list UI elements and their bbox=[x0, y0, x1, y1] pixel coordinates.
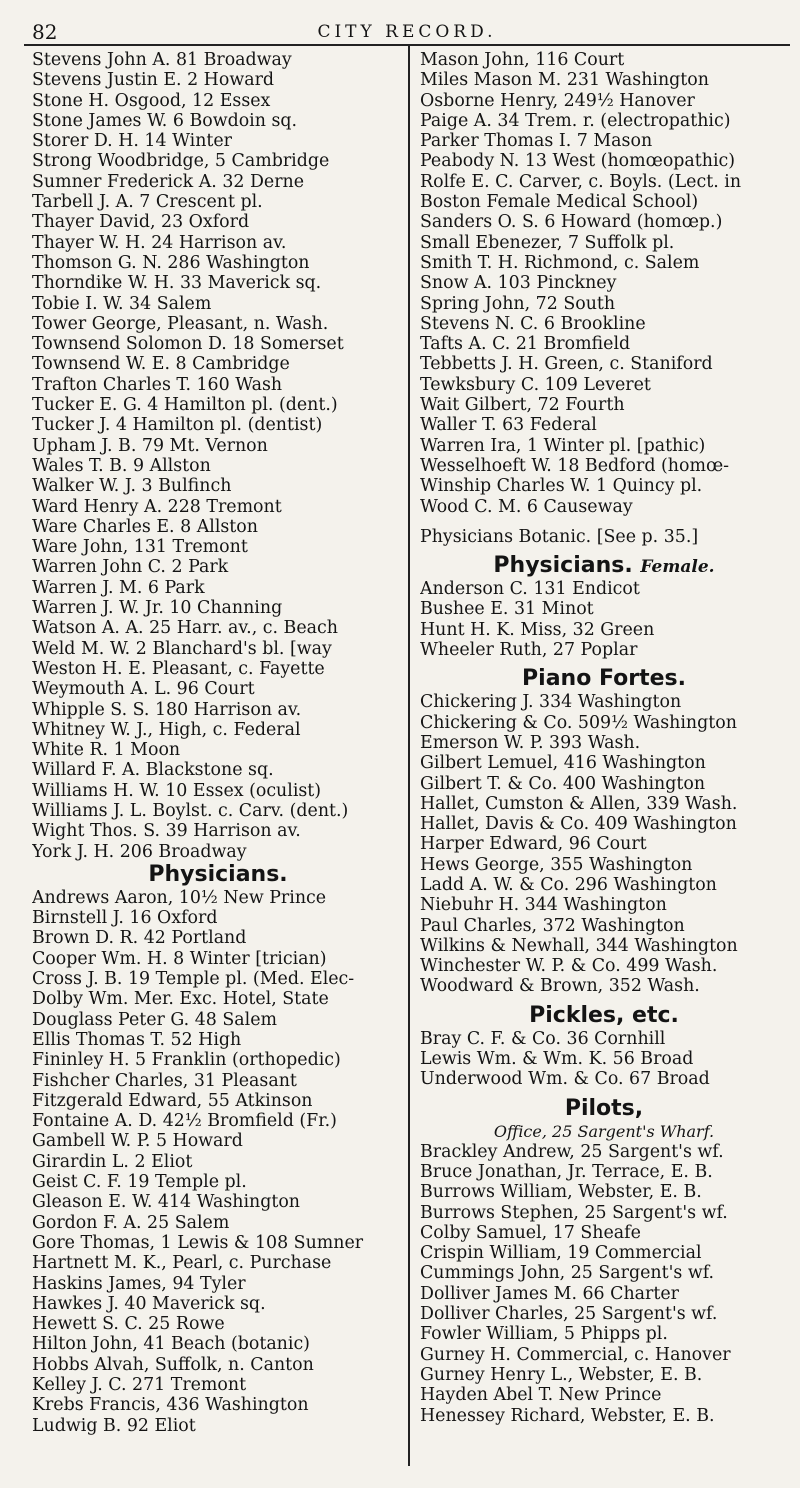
directory-entry: Peabody N. 13 West (homœopathic) bbox=[420, 151, 736, 172]
directory-entry: Bruce Jonathan, Jr. Terrace, E. B. bbox=[420, 1161, 713, 1182]
directory-entry: Spring John, 72 South bbox=[420, 293, 616, 314]
directory-entry: Thorndike W. H. 33 Maverick sq. bbox=[32, 273, 322, 294]
directory-entry: Townsend Solomon D. 18 Somerset bbox=[32, 334, 344, 355]
directory-entry: Brackley Andrew, 25 Sargent's wf. bbox=[420, 1141, 724, 1162]
directory-entry: Wilkins & Newhall, 344 Washington bbox=[420, 935, 738, 956]
directory-entry: Fininley H. 5 Franklin (orthopedic) bbox=[32, 1050, 341, 1071]
directory-entry: Waller T. 63 Federal bbox=[420, 415, 597, 436]
left-column bbox=[24, 46, 408, 1466]
directory-entry: Trafton Charles T. 160 Wash bbox=[32, 374, 283, 395]
directory-entry: Weston H. E. Pleasant, c. Fayette bbox=[32, 658, 325, 679]
directory-entry: Gore Thomas, 1 Lewis & 108 Sumner bbox=[32, 1232, 364, 1253]
directory-entry: Winship Charles W. 1 Quincy pl. bbox=[420, 476, 703, 497]
directory-entry: Gurney H. Commercial, c. Hanover bbox=[420, 1344, 731, 1365]
directory-entry: Strong Woodbridge, 5 Cambridge bbox=[32, 151, 330, 172]
directory-entry: Paige A. 34 Trem. r. (electropathic) bbox=[420, 110, 731, 131]
directory-entry: Watson A. A. 25 Harr. av., c. Beach bbox=[32, 618, 338, 639]
directory-entry: Tower George, Pleasant, n. Wash. bbox=[32, 313, 329, 334]
directory-entry: Gilbert T. & Co. 400 Washington bbox=[420, 773, 706, 794]
directory-entry: Emerson W. P. 393 Wash. bbox=[420, 732, 641, 753]
directory-entry: Ward Henry A. 228 Tremont bbox=[32, 496, 282, 517]
directory-entry: Bray C. F. & Co. 36 Cornhill bbox=[420, 1028, 666, 1049]
physicians-female-heading bbox=[420, 553, 788, 579]
directory-entry: Snow A. 103 Pinckney bbox=[420, 273, 617, 294]
directory-entry: Tobie I. W. 34 Salem bbox=[32, 293, 212, 314]
directory-entry: Upham J. B. 79 Mt. Vernon bbox=[32, 435, 268, 456]
directory-entry: Fontaine A. D. 42½ Bromfield (Fr.) bbox=[32, 1111, 337, 1132]
directory-entry: Thayer W. H. 24 Harrison av. bbox=[32, 232, 287, 253]
directory-entry: Chickering & Co. 509½ Washington bbox=[420, 712, 737, 733]
directory-entry: Williams J. L. Boylst. c. Carv. (dent.) bbox=[32, 800, 349, 821]
directory-entry: Whipple S. S. 180 Harrison av. bbox=[32, 699, 302, 720]
directory-entry: Anderson C. 131 Endicot bbox=[420, 579, 640, 600]
directory-entry: Colby Samuel, 17 Sheafe bbox=[420, 1222, 641, 1243]
directory-entry: Hunt H. K. Miss, 32 Green bbox=[420, 619, 655, 640]
directory-entry: Henessey Richard, Webster, E. B. bbox=[420, 1405, 715, 1426]
directory-entry: Wesselhoeft W. 18 Bedford (homœ- bbox=[420, 455, 730, 476]
directory-entry: Wales T. B. 9 Allston bbox=[32, 455, 211, 476]
directory-entry: Tarbell J. A. 7 Crescent pl. bbox=[32, 192, 263, 213]
piano-fortes-heading: Piano Fortes. bbox=[522, 666, 686, 692]
directory-entry: Warren J. W. Jr. 10 Channing bbox=[32, 598, 283, 619]
directory-entry: Miles Mason M. 231 Washington bbox=[420, 70, 709, 91]
directory-entry: Ladd A. W. & Co. 296 Washington bbox=[420, 874, 717, 895]
physicians-heading: Physicians. bbox=[148, 861, 288, 887]
directory-entry: Rolfe E. C. Carver, c. Boyls. (Lect. in bbox=[420, 171, 742, 192]
physicians-continued-list bbox=[32, 50, 404, 862]
directory-entry: White R. 1 Moon bbox=[32, 740, 181, 761]
directory-entry: Stevens N. C. 6 Brookline bbox=[420, 313, 646, 334]
directory-entry: Thomson G. N. 286 Washington bbox=[32, 252, 310, 273]
directory-entry: Wight Thos. S. 39 Harrison av. bbox=[32, 821, 301, 842]
directory-entry: Hews George, 355 Washington bbox=[420, 854, 693, 875]
directory-entry: Chickering J. 334 Washington bbox=[420, 692, 682, 713]
pilots-office: Office, 25 Sargent's Wharf. bbox=[493, 1121, 715, 1141]
directory-entry: Stevens Justin E. 2 Howard bbox=[32, 70, 275, 91]
directory-entry: Woodward & Brown, 352 Wash. bbox=[420, 976, 700, 997]
directory-entry: Lewis Wm. & Wm. K. 56 Broad bbox=[420, 1049, 694, 1070]
directory-entry: Fishcher Charles, 31 Pleasant bbox=[32, 1070, 297, 1091]
directory-entry: Willard F. A. Blackstone sq. bbox=[32, 760, 274, 781]
right-column bbox=[408, 46, 788, 1466]
page-header bbox=[24, 14, 790, 46]
directory-entry: Warren J. M. 6 Park bbox=[32, 577, 205, 598]
physicians-female-subtitle: Female. bbox=[640, 557, 715, 578]
directory-entry: Underwood Wm. & Co. 67 Broad bbox=[420, 1069, 710, 1090]
directory-entry: Gleason E. W. 414 Washington bbox=[32, 1192, 301, 1213]
directory-entry: Williams H. W. 10 Essex (oculist) bbox=[32, 780, 322, 801]
directory-entry: Dolliver James M. 66 Charter bbox=[420, 1283, 679, 1304]
directory-entry: Fitzgerald Edward, 55 Atkinson bbox=[32, 1090, 313, 1111]
directory-entry: Cooper Wm. H. 8 Winter [trician) bbox=[32, 948, 327, 969]
directory-entry: Tucker E. G. 4 Hamilton pl. (dent.) bbox=[32, 395, 338, 416]
directory-entry: Warren Ira, 1 Winter pl. [pathic) bbox=[420, 435, 706, 456]
pickles-list bbox=[420, 1029, 788, 1090]
directory-entry: Crispin William, 19 Commercial bbox=[420, 1243, 702, 1264]
directory-entry: Hartnett M. K., Pearl, c. Purchase bbox=[32, 1253, 332, 1274]
directory-entry: Haskins James, 94 Tyler bbox=[32, 1273, 246, 1294]
directory-entry: Weymouth A. L. 96 Court bbox=[32, 679, 255, 700]
directory-entry: Burrows Stephen, 25 Sargent's wf. bbox=[420, 1202, 728, 1223]
directory-entry: Ellis Thomas T. 52 High bbox=[32, 1029, 242, 1050]
pilots-list bbox=[420, 1142, 788, 1426]
directory-entry: Ware John, 131 Tremont bbox=[32, 537, 248, 558]
physicians-continued-list-right bbox=[420, 50, 788, 517]
directory-entry: Hawkes J. 40 Maverick sq. bbox=[32, 1293, 266, 1314]
directory-entry: Small Ebenezer, 7 Suffolk pl. bbox=[420, 232, 675, 253]
directory-entry: Hewett S. C. 25 Rowe bbox=[32, 1314, 225, 1335]
directory-entry: Burrows William, Webster, E. B. bbox=[420, 1182, 702, 1203]
directory-entry: Whitney W. J., High, c. Federal bbox=[32, 719, 301, 740]
directory-entry: Hobbs Alvah, Suffolk, n. Canton bbox=[32, 1354, 314, 1375]
directory-entry: Girardin L. 2 Eliot bbox=[32, 1151, 193, 1172]
directory-entry: Gambell W. P. 5 Howard bbox=[32, 1131, 243, 1152]
directory-entry: Dolby Wm. Mer. Exc. Hotel, State bbox=[32, 989, 329, 1010]
piano-fortes-list bbox=[420, 692, 788, 996]
directory-entry: Stevens John A. 81 Broadway bbox=[32, 50, 292, 70]
directory-entry: Andrews Aaron, 10½ New Prince bbox=[32, 887, 327, 908]
directory-entry: Tafts A. C. 21 Bromfield bbox=[420, 334, 631, 355]
pilots-heading: Pilots, bbox=[564, 1095, 644, 1121]
directory-entry: Niebuhr H. 344 Washington bbox=[420, 895, 667, 916]
directory-entry: Harper Edward, 96 Court bbox=[420, 834, 647, 855]
physicians-female-list bbox=[420, 579, 788, 660]
directory-entry: Stone James W. 6 Bowdoin sq. bbox=[32, 110, 298, 131]
directory-entry: Wood C. M. 6 Causeway bbox=[420, 496, 633, 517]
directory-entry: Bushee E. 31 Minot bbox=[420, 599, 594, 620]
directory-entry: Tucker J. 4 Hamilton pl. (dentist) bbox=[32, 415, 323, 436]
directory-entry: Winchester W. P. & Co. 499 Wash. bbox=[420, 956, 718, 977]
physicians-female-title: Physicians. bbox=[493, 553, 633, 579]
directory-entry: Mason John, 116 Court bbox=[420, 50, 625, 70]
directory-entry: Ludwig B. 92 Eliot bbox=[32, 1415, 196, 1436]
directory-entry: Hallet, Davis & Co. 409 Washington bbox=[420, 814, 737, 835]
directory-entry: Douglass Peter G. 48 Salem bbox=[32, 1009, 277, 1030]
directory-entry: Osborne Henry, 249½ Hanover bbox=[420, 90, 695, 111]
directory-entry: Warren John C. 2 Park bbox=[32, 557, 229, 578]
directory-entry: Wheeler Ruth, 27 Poplar bbox=[420, 640, 638, 661]
directory-entry: Krebs Francis, 436 Washington bbox=[32, 1395, 309, 1416]
directory-entry: Gurney Henry L., Webster, E. B. bbox=[420, 1364, 703, 1385]
directory-entry: Geist C. F. 19 Temple pl. bbox=[32, 1172, 247, 1193]
directory-entry: Weld M. W. 2 Blanchard's bl. [way bbox=[32, 638, 332, 659]
directory-entry: Sumner Frederick A. 32 Derne bbox=[32, 171, 305, 192]
directory-entry: Parker Thomas I. 7 Mason bbox=[420, 131, 653, 152]
directory-body bbox=[24, 46, 790, 1466]
directory-entry: Townsend W. E. 8 Cambridge bbox=[32, 354, 290, 375]
directory-entry: Fowler William, 5 Phipps pl. bbox=[420, 1324, 668, 1345]
directory-entry: Paul Charles, 372 Washington bbox=[420, 915, 685, 936]
directory-entry: Boston Female Medical School) bbox=[420, 192, 699, 213]
directory-entry: Tewksbury C. 109 Leveret bbox=[420, 374, 651, 395]
directory-entry: Gilbert Lemuel, 416 Washington bbox=[420, 753, 706, 774]
page-number: 82 bbox=[32, 20, 58, 44]
directory-entry: Ware Charles E. 8 Allston bbox=[32, 516, 258, 537]
directory-entry: York J. H. 206 Broadway bbox=[32, 841, 247, 862]
directory-entry: Walker W. J. 3 Bulfinch bbox=[32, 476, 232, 497]
directory-entry: Birnstell J. 16 Oxford bbox=[32, 908, 218, 929]
directory-entry: Hilton John, 41 Beach (botanic) bbox=[32, 1334, 310, 1355]
directory-entry: Kelley J. C. 271 Tremont bbox=[32, 1375, 247, 1395]
directory-entry: Brown D. R. 42 Portland bbox=[32, 928, 247, 949]
directory-entry: Storer D. H. 14 Winter bbox=[32, 131, 233, 152]
directory-entry: Wait Gilbert, 72 Fourth bbox=[420, 395, 625, 416]
directory-entry: Hayden Abel T. New Prince bbox=[420, 1385, 662, 1406]
directory-entry: Stone H. Osgood, 12 Essex bbox=[32, 90, 271, 111]
directory-entry: Hallet, Cumston & Allen, 339 Wash. bbox=[420, 793, 738, 814]
physicians-list bbox=[32, 888, 404, 1436]
botanic-cross-reference: Physicians Botanic. [See p. 35.] bbox=[420, 526, 699, 547]
directory-entry: Cummings John, 25 Sargent's wf. bbox=[420, 1263, 715, 1284]
directory-entry: Thayer David, 23 Oxford bbox=[32, 212, 250, 233]
running-title: CITY RECORD. bbox=[317, 22, 497, 42]
directory-entry: Dolliver Charles, 25 Sargent's wf. bbox=[420, 1304, 718, 1325]
directory-entry: Smith T. H. Richmond, c. Salem bbox=[420, 252, 700, 273]
directory-entry: Gordon F. A. 25 Salem bbox=[32, 1212, 230, 1233]
pickles-heading: Pickles, etc. bbox=[529, 1002, 679, 1028]
directory-entry: Cross J. B. 19 Temple pl. (Med. Elec- bbox=[32, 969, 355, 990]
directory-entry: Sanders O. S. 6 Howard (homœp.) bbox=[420, 212, 723, 233]
directory-entry: Tebbetts J. H. Green, c. Staniford bbox=[420, 354, 713, 375]
